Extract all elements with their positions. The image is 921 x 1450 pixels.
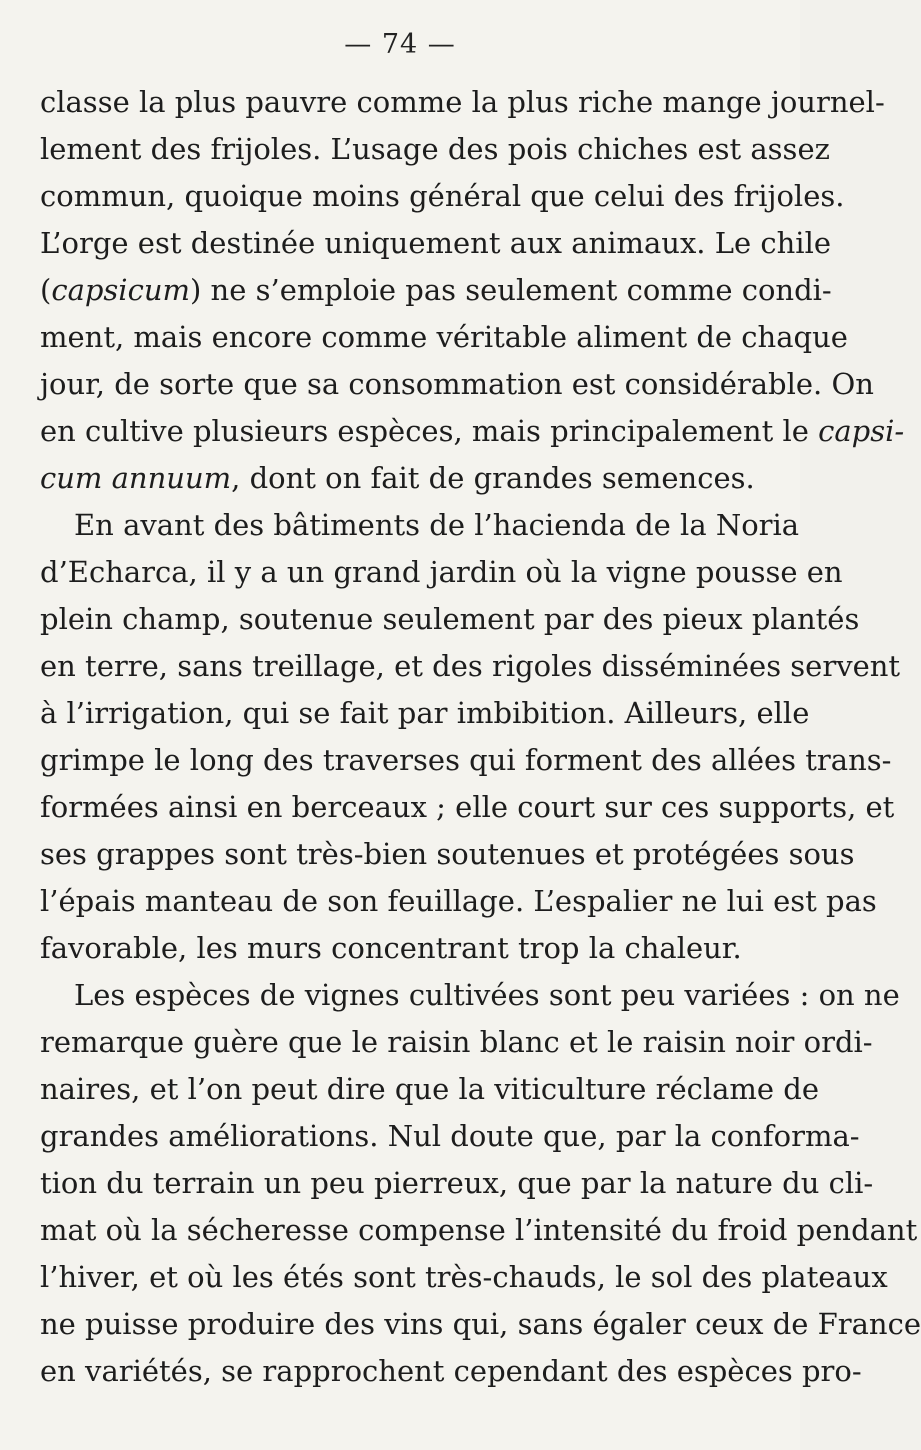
text-line: tion du terrain un peu pierreux, que par la nature du cli- xyxy=(40,1166,874,1200)
text-line: commun, quoique moins général que celui des frijoles. xyxy=(40,179,845,213)
text-line: naires, et l’on peut dire que la viticulture réclame de xyxy=(40,1072,820,1106)
text-line: L’orge est destinée uniquement aux animaux. Le chile xyxy=(40,226,832,260)
paragraph-end-line: favorable, les murs concentrant trop la chaleur. xyxy=(40,931,742,965)
text-line: en cultive plusieurs espèces, mais principalement le capsi- xyxy=(40,414,905,448)
text-line: classe la plus pauvre comme la plus riche mange journel- xyxy=(40,85,885,119)
body-text xyxy=(40,79,921,1395)
text-line: mat où la sécheresse compense l’intensité du froid pendant xyxy=(40,1213,918,1247)
text-line: formées ainsi en berceaux ; elle court sur ces supports, et xyxy=(40,790,895,824)
text-line: remarque guère que le raisin blanc et le raisin noir ordi- xyxy=(40,1025,873,1059)
text-line: d’Echarca, il y a un grand jardin où la vigne pousse en xyxy=(40,555,843,589)
text-line: l’épais manteau de son feuillage. L’espalier ne lui est pas xyxy=(40,884,877,918)
paragraph-end-line: cum annuum, dont on fait de grandes semences. xyxy=(40,461,755,495)
text-line: grandes améliorations. Nul doute que, par la conforma- xyxy=(40,1119,860,1153)
page-number: — 74 — xyxy=(344,29,456,60)
text-line: grimpe le long des traverses qui forment des allées trans- xyxy=(40,743,892,777)
paragraph-start-line: Les espèces de vignes cultivées sont peu variées : on ne xyxy=(74,978,900,1012)
text-line: jour, de sorte que sa consommation est considérable. On xyxy=(40,367,874,401)
text-line: (capsicum) ne s’emploie pas seulement comme condi- xyxy=(40,273,832,307)
text-line: en terre, sans treillage, et des rigoles disséminées servent xyxy=(40,649,901,683)
text-line: lement des frijoles. L’usage des pois chiches est assez xyxy=(40,132,830,166)
text-line: ne puisse produire des vins qui, sans égaler ceux de France xyxy=(40,1307,921,1341)
text-line: ment, mais encore comme véritable aliment de chaque xyxy=(40,320,848,354)
text-line: en variétés, se rapprochent cependant des espèces pro- xyxy=(40,1354,862,1388)
paragraph-start-line: En avant des bâtiments de l’hacienda de la Noria xyxy=(74,508,800,542)
text-line: à l’irrigation, qui se fait par imbibition. Ailleurs, elle xyxy=(40,696,810,730)
text-line: plein champ, soutenue seulement par des pieux plantés xyxy=(40,602,860,636)
text-line: ses grappes sont très-bien soutenues et protégées sous xyxy=(40,837,855,871)
text-line: l’hiver, et où les étés sont très-chauds, le sol des plateaux xyxy=(40,1260,888,1294)
